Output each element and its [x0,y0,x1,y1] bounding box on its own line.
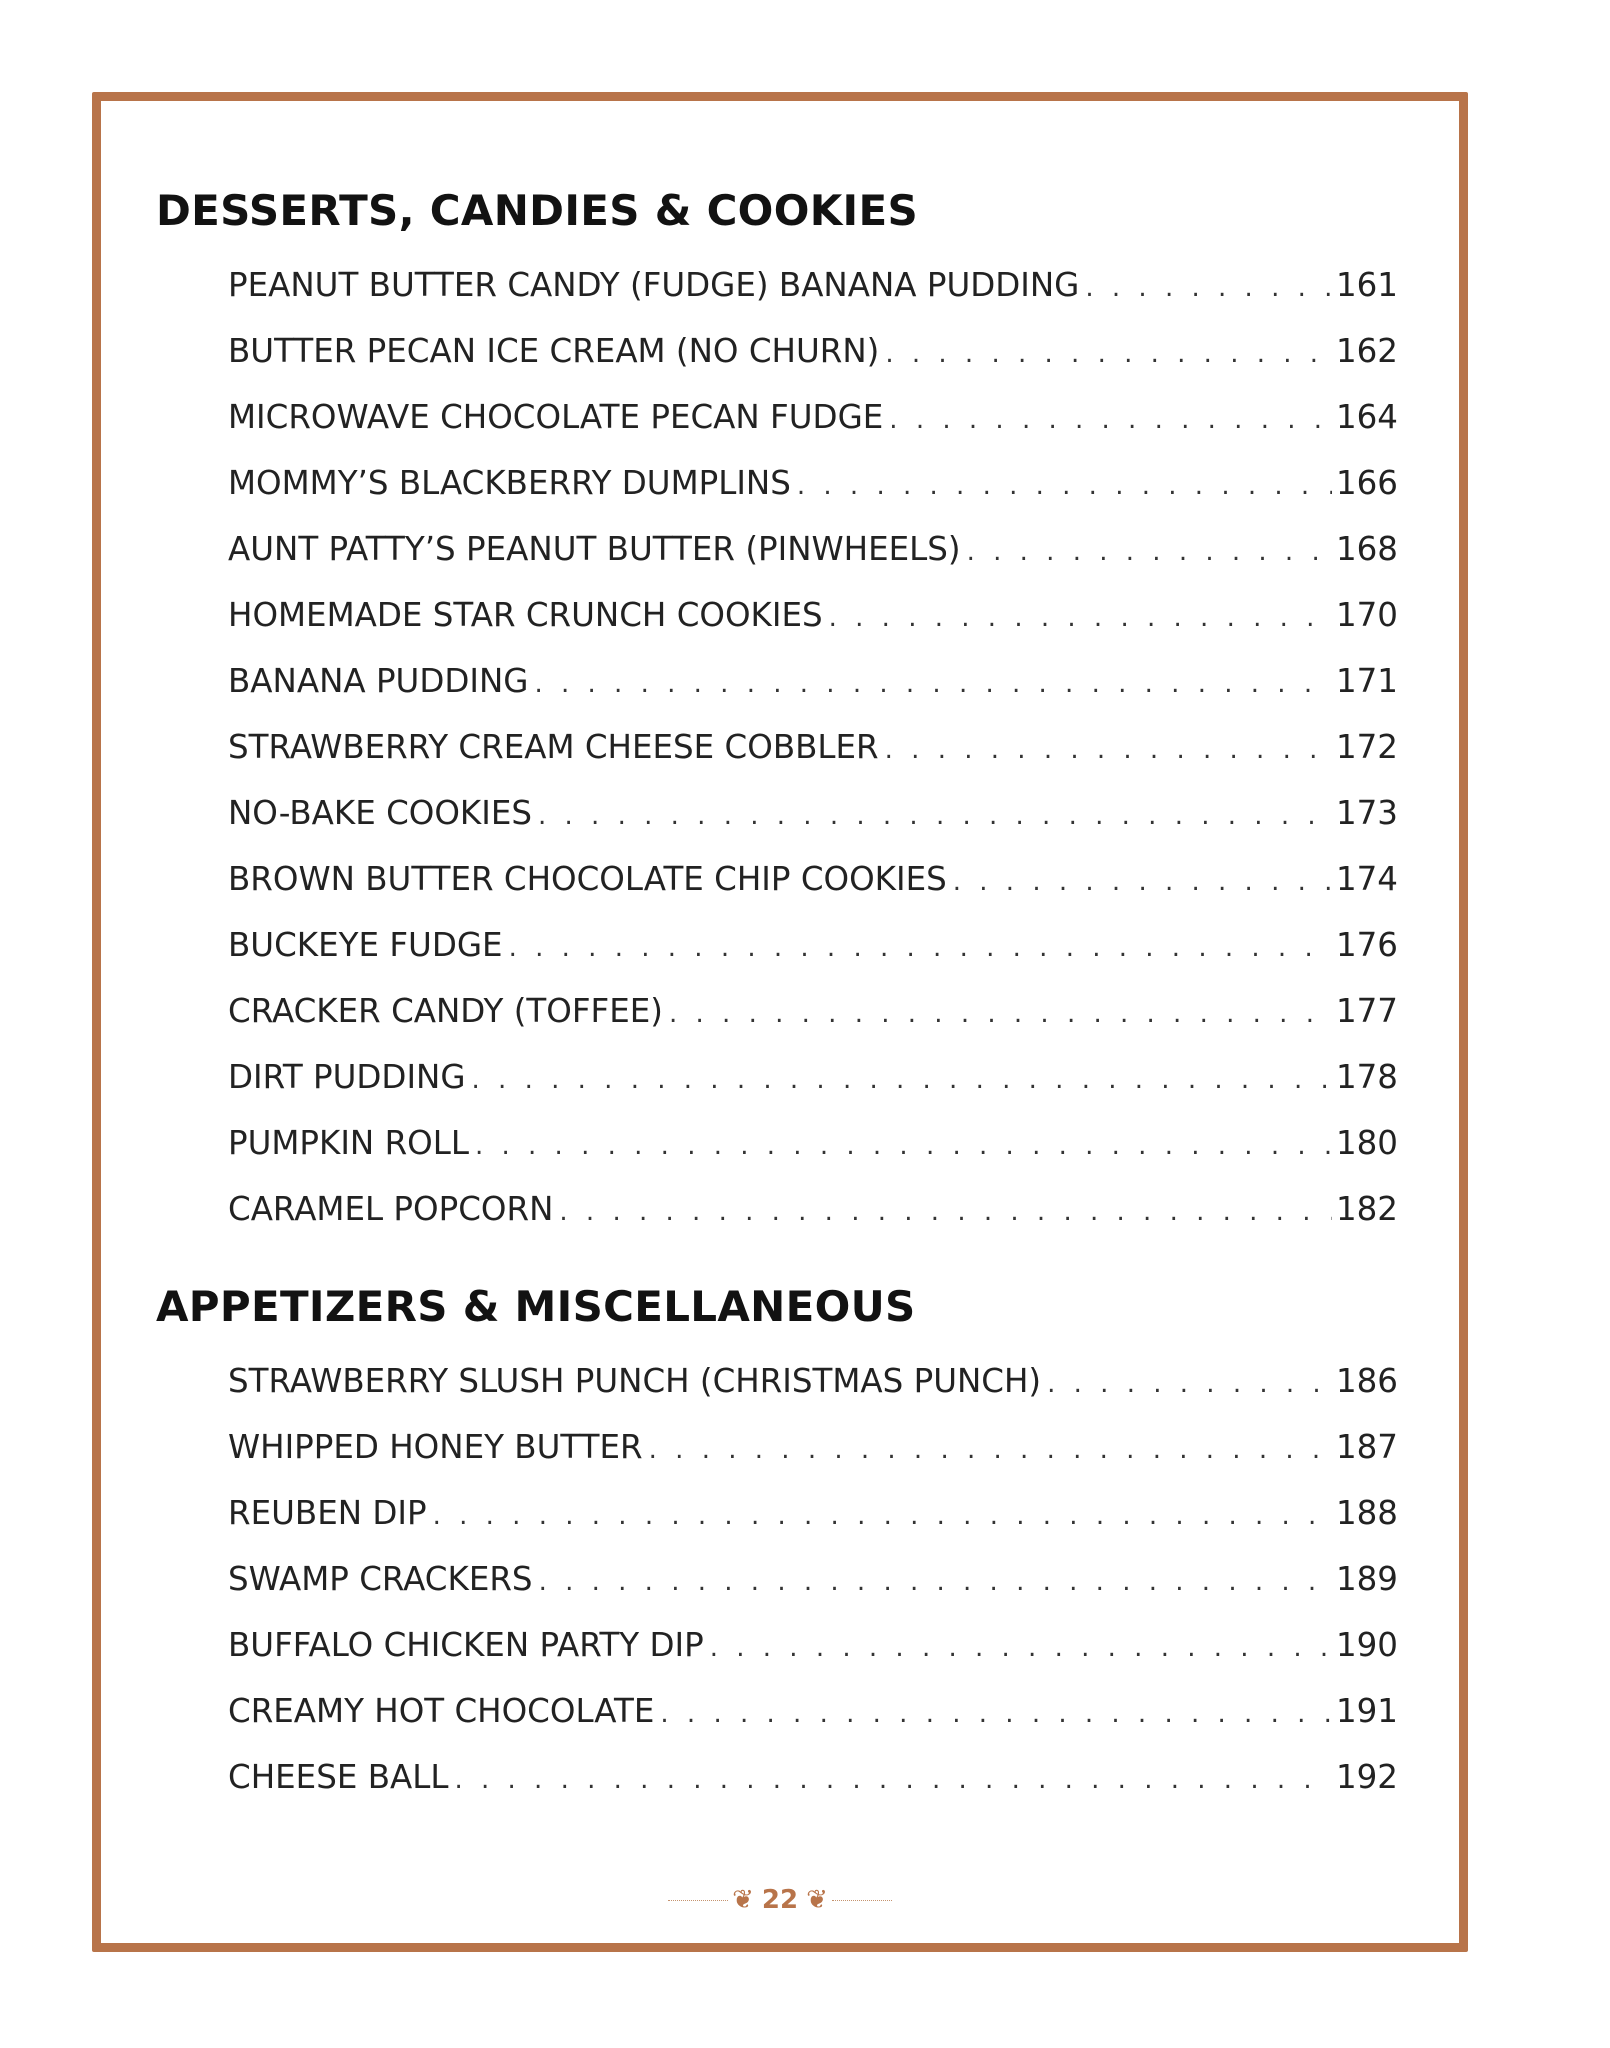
entry-title: CREAMY HOT CHOCOLATE [228,1692,655,1730]
toc-entry[interactable] [228,464,1398,530]
dot-leader [797,471,1332,501]
page-footer [660,1880,900,1920]
entry-page: 177 [1335,992,1398,1030]
toc-entry[interactable] [228,860,1398,926]
entry-title: PUMPKIN ROLL [228,1124,469,1162]
toc-list-appetizers [228,1362,1398,1824]
fleuron-icon: ❦ [732,1885,754,1915]
section-title-desserts: DESSERTS, CANDIES & COOKIES [156,186,919,235]
entry-page: 174 [1335,860,1398,898]
toc-entry[interactable] [228,1560,1398,1626]
dot-leader [475,1131,1332,1161]
toc-entry[interactable] [228,398,1398,464]
entry-page: 168 [1335,530,1398,568]
entry-page: 190 [1335,1626,1398,1664]
entry-page: 182 [1335,1190,1398,1228]
footer-rule-right [832,1900,892,1901]
toc-entry[interactable] [228,530,1398,596]
entry-title: BUFFALO CHICKEN PARTY DIP [228,1626,704,1664]
toc-entry[interactable] [228,1758,1398,1824]
entry-title: BUCKEYE FUDGE [228,926,503,964]
entry-title: BROWN BUTTER CHOCOLATE CHIP COOKIES [228,860,947,898]
dot-leader [649,1435,1332,1465]
toc-entry[interactable] [228,1626,1398,1692]
toc-entry[interactable] [228,728,1398,794]
entry-title: CRACKER CANDY (TOFFEE) [228,992,663,1030]
entry-title: STRAWBERRY CREAM CHEESE COBBLER [228,728,879,766]
toc-entry[interactable] [228,1428,1398,1494]
entry-page: 191 [1335,1692,1398,1730]
entry-page: 192 [1335,1758,1398,1796]
toc-entry[interactable] [228,926,1398,992]
entry-title: CHEESE BALL [228,1758,449,1796]
page-number: 22 [761,1885,799,1915]
toc-entry[interactable] [228,1190,1398,1256]
toc-entry[interactable] [228,266,1398,332]
entry-title: MOMMY’S BLACKBERRY DUMPLINS [228,464,791,502]
toc-entry[interactable] [228,596,1398,662]
entry-page: 188 [1335,1494,1398,1532]
entry-page: 162 [1335,332,1398,370]
entry-page: 164 [1335,398,1398,436]
dot-leader [559,1197,1332,1227]
entry-title: DIRT PUDDING [228,1058,466,1096]
entry-page: 189 [1335,1560,1398,1598]
dot-leader [509,933,1332,963]
footer-rule-left [668,1900,728,1901]
entry-title: BUTTER PECAN ICE CREAM (NO CHURN) [228,332,880,370]
entry-page: 180 [1335,1124,1398,1162]
toc-entry[interactable] [228,1494,1398,1560]
dot-leader [710,1633,1332,1663]
dot-leader [539,1567,1332,1597]
entry-title: MICROWAVE CHOCOLATE PECAN FUDGE [228,398,884,436]
entry-page: 186 [1335,1362,1398,1400]
entry-page: 170 [1335,596,1398,634]
entry-title: CARAMEL POPCORN [228,1190,554,1228]
dot-leader [538,801,1332,831]
entry-page: 173 [1335,794,1398,832]
toc-entry[interactable] [228,332,1398,398]
entry-title: WHIPPED HONEY BUTTER [228,1428,643,1466]
dot-leader [889,405,1332,435]
entry-page: 178 [1335,1058,1398,1096]
entry-title: SWAMP CRACKERS [228,1560,533,1598]
dot-leader [885,339,1332,369]
dot-leader [829,603,1332,633]
toc-entry[interactable] [228,662,1398,728]
entry-title: BANANA PUDDING [228,662,529,700]
entry-page: 161 [1335,266,1398,304]
dot-leader [967,537,1332,567]
entry-page: 171 [1335,662,1398,700]
entry-title: AUNT PATTY’S PEANUT BUTTER (PINWHEELS) [228,530,961,568]
entry-page: 187 [1335,1428,1398,1466]
dot-leader [454,1765,1332,1795]
entry-page: 176 [1335,926,1398,964]
entry-title: STRAWBERRY SLUSH PUNCH (CHRISTMAS PUNCH) [228,1362,1042,1400]
dot-leader [1047,1369,1332,1399]
dot-leader [953,867,1332,897]
dot-leader [660,1699,1332,1729]
toc-entry[interactable] [228,1058,1398,1124]
fleuron-icon: ❦ [806,1885,828,1915]
toc-list-desserts [228,266,1398,1256]
dot-leader [1085,273,1332,303]
entry-title: PEANUT BUTTER CANDY (FUDGE) BANANA PUDDING [228,266,1080,304]
dot-leader [433,1501,1332,1531]
section-title-appetizers: APPETIZERS & MISCELLANEOUS [156,1282,916,1331]
dot-leader [669,999,1332,1029]
toc-entry[interactable] [228,1124,1398,1190]
entry-title: HOMEMADE STAR CRUNCH COOKIES [228,596,823,634]
toc-entry[interactable] [228,992,1398,1058]
toc-entry[interactable] [228,794,1398,860]
dot-leader [885,735,1332,765]
entry-title: REUBEN DIP [228,1494,427,1532]
toc-entry[interactable] [228,1692,1398,1758]
dot-leader [472,1065,1332,1095]
entry-page: 166 [1335,464,1398,502]
toc-entry[interactable] [228,1362,1398,1428]
entry-title: NO-BAKE COOKIES [228,794,532,832]
dot-leader [534,669,1331,699]
entry-page: 172 [1335,728,1398,766]
